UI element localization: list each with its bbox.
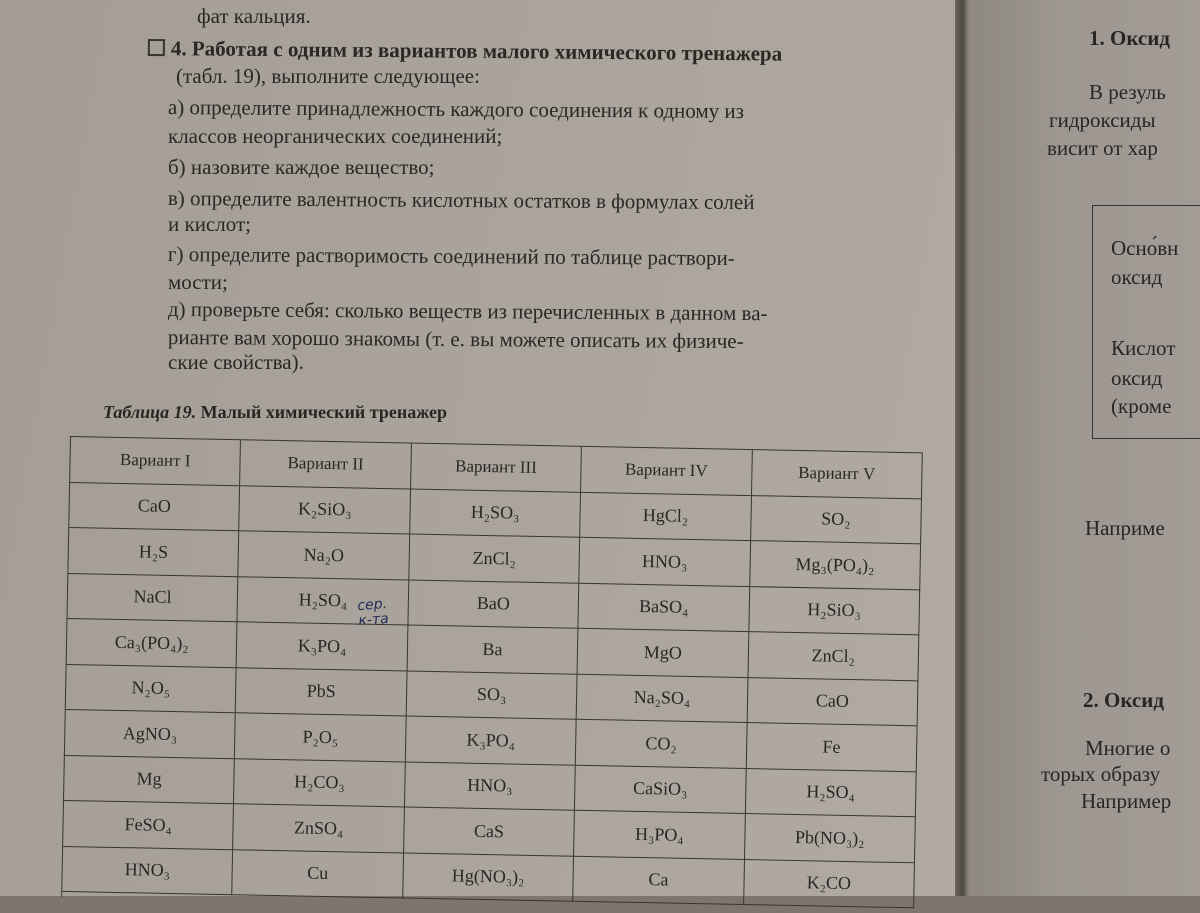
text-line: Наприме — [1085, 516, 1165, 540]
table-cell: H₂SO₃ — [410, 489, 581, 538]
table-cell: Ca — [573, 856, 744, 905]
table-cell: FeSO₄ — [63, 801, 234, 850]
table-cell: SO₂ — [751, 496, 922, 545]
table-cell: HNO₃ — [579, 538, 750, 587]
text-line: мости; — [168, 270, 228, 294]
table-cell: K₂SiO₃ — [240, 486, 411, 535]
table-cell: K₃PO₄ — [237, 622, 408, 671]
text-line: и кислот; — [168, 212, 251, 236]
table-caption-title: Малый химический тренажер — [200, 402, 448, 422]
box-line: оксид — [1111, 366, 1163, 390]
table-cell: Cu — [233, 850, 404, 899]
checkbox-icon — [148, 39, 165, 56]
handwritten-note — [357, 597, 389, 629]
text-line: Например — [1081, 789, 1172, 813]
table-cell: PbS — [236, 668, 407, 717]
text-line: фат кальция. — [197, 4, 311, 28]
table-cell: H₂SO₄ — [745, 769, 916, 818]
table-caption-number: Таблица 19. — [103, 402, 197, 422]
table-header: Вариант II — [240, 440, 411, 489]
text-line: г) определите растворимость соединений по таблице раствори- — [167, 242, 735, 270]
box-line: Осно́вн — [1111, 236, 1179, 260]
text-line: В резуль — [1089, 80, 1166, 104]
text-line: Многие о — [1085, 736, 1171, 760]
box-line: Кислот — [1111, 336, 1176, 360]
table-cell: Na₂SO₄ — [577, 674, 748, 723]
table-cell: CaS — [404, 807, 575, 856]
section-heading: 2. Оксид — [1083, 688, 1164, 712]
table-cell: CO₂ — [576, 720, 747, 769]
table-cell: Pb(NO₃)₂ — [745, 814, 916, 863]
table-cell: SO₃ — [406, 671, 577, 720]
table-cell: H₂SO₄ — [238, 577, 409, 626]
table-cell: Mg₃(PO₄)₂ — [750, 541, 921, 590]
text-line: д) проверьте себя: сколько веществ из перечисленных в данном ва- — [167, 297, 768, 326]
box-line: (кроме — [1111, 394, 1172, 418]
text-line: рианте вам хорошо знакомы (т. е. вы можете описать их физиче- — [167, 325, 744, 354]
table-cell: BaO — [408, 580, 579, 629]
task-4-line: 4. Работая с одним из вариантов малого химического тренажера — [148, 36, 782, 66]
table-cell: CaSiO₃ — [575, 765, 746, 814]
table-cell: Mg — [64, 755, 235, 804]
handwritten-note-line: к-та — [357, 610, 390, 630]
table-cell: H₃PO₄ — [574, 811, 745, 860]
table-cell: H₂CO₃ — [234, 759, 405, 808]
table-cell: HgCl₂ — [580, 492, 751, 541]
table-header: Вариант I — [70, 437, 241, 486]
table-cell: H₂SiO₃ — [749, 587, 920, 636]
text-line: а) определите принадлежность каждого соединения к одному из — [167, 95, 745, 124]
table-cell: H₂S — [68, 528, 239, 577]
table-cell: ZnCl₂ — [748, 632, 919, 681]
table-header: Вариант V — [752, 450, 923, 499]
text-line: б) назовите каждое вещество; — [168, 155, 435, 179]
table-cell: Ba — [407, 626, 578, 675]
text-line: ские свойства). — [168, 350, 304, 374]
box-line: оксид — [1111, 265, 1163, 289]
text-line: висит от хар — [1047, 136, 1158, 160]
text-line: торых образу — [1041, 762, 1161, 786]
table-cell: BaSO₄ — [579, 583, 750, 632]
table-cell: CaO — [747, 678, 918, 727]
chemistry-table — [61, 436, 923, 913]
text-line: в) определите валентность кислотных остатков в формулах солей — [167, 186, 755, 215]
table-cell: MgO — [578, 629, 749, 678]
table-cell: Hg(NO₃)₂ — [403, 853, 574, 902]
table-cell: Ca₃(PO₄)₂ — [67, 619, 238, 668]
table-cell: NaCl — [67, 573, 238, 622]
table-caption — [103, 402, 447, 423]
book-gutter — [955, 0, 969, 896]
text-line: гидроксиды — [1049, 108, 1156, 132]
table-cell: K₂CO — [744, 860, 915, 909]
text-line: классов неорганических соединений; — [168, 124, 503, 148]
table-cell: K₃PO₄ — [406, 717, 577, 766]
table-cell: N₂O₅ — [66, 664, 237, 713]
table-header: Вариант IV — [581, 447, 752, 496]
table-cell: ZnSO₄ — [233, 804, 404, 853]
text-line: (табл. 19), выполните следующее: — [176, 64, 480, 88]
right-page — [969, 0, 1200, 896]
table-cell: ZnCl₂ — [409, 535, 580, 584]
table-cell: HNO₃ — [62, 846, 233, 895]
table-cell: HNO₃ — [405, 762, 576, 811]
table-header: Вариант III — [411, 444, 582, 493]
table-cell: AgNO₃ — [65, 710, 236, 759]
task-text — [0, 0, 962, 400]
handwritten-note-line: сер. — [356, 596, 388, 615]
table-cell: Na₂O — [239, 531, 410, 580]
section-heading: 1. Оксид — [1089, 26, 1170, 50]
table-cell: Fe — [746, 723, 917, 772]
table-cell: P₂O₅ — [235, 713, 406, 762]
table-cell: CaO — [69, 483, 240, 532]
